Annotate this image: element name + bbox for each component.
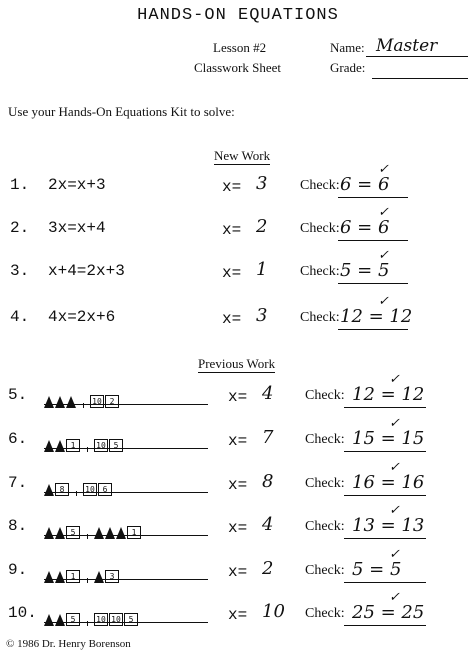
answer-value: 2 [262, 558, 274, 579]
check-line [338, 240, 408, 241]
checkmark-icon: ✓ [389, 460, 400, 475]
pawn-icon [44, 571, 54, 583]
answer-label: x= [228, 563, 248, 581]
number-cube: 10 [94, 613, 108, 626]
answer-value: 1 [256, 259, 268, 280]
check-value: 16 = 16 [352, 472, 425, 493]
answer-value: 3 [256, 305, 268, 326]
checkmark-icon: ✓ [389, 416, 400, 431]
answer-value: 4 [262, 514, 274, 535]
check-label: Check: [300, 310, 340, 325]
check-value: 12 = 12 [340, 306, 413, 327]
pawn-icon [55, 527, 65, 539]
answer-value: 2 [256, 216, 268, 237]
check-label: Check: [300, 264, 340, 279]
pawn-icon [55, 571, 65, 583]
check-value: 6 = 6 [340, 174, 390, 195]
new-work-heading: New Work [214, 148, 271, 163]
check-line [338, 329, 408, 330]
balance-tray [44, 564, 120, 581]
answer-value: 3 [256, 173, 268, 194]
pawn-icon [94, 571, 104, 583]
check-label: Check: [305, 388, 345, 403]
name-label: Name: [330, 40, 365, 55]
pawn-icon [55, 396, 65, 408]
pawn-icon [44, 527, 54, 539]
number-cube: 8 [55, 483, 69, 496]
check-value: 15 = 15 [352, 428, 425, 449]
balance-tray [44, 477, 113, 494]
balance-tray [44, 520, 142, 537]
checkmark-icon: ✓ [389, 590, 400, 605]
check-label: Check: [300, 221, 340, 236]
number-cube: 1 [66, 439, 80, 452]
name-field-line [366, 56, 468, 57]
check-label: Check: [305, 563, 345, 578]
number-cube: 5 [124, 613, 138, 626]
check-label: Check: [305, 606, 345, 621]
answer-label: x= [222, 264, 242, 282]
number-cube: 10 [90, 395, 104, 408]
checkmark-icon: ✓ [378, 294, 389, 309]
number-cube: 2 [105, 395, 119, 408]
balance-line [44, 448, 208, 449]
check-line [344, 407, 426, 408]
check-line [344, 451, 426, 452]
balance-tray [44, 607, 139, 624]
problem-number: 3. [10, 262, 30, 280]
balance-line [44, 492, 208, 493]
answer-label: x= [222, 221, 242, 239]
check-label: Check: [300, 178, 340, 193]
check-line [338, 283, 408, 284]
checkmark-icon: ✓ [389, 372, 400, 387]
number-cube: 5 [109, 439, 123, 452]
answer-label: x= [228, 476, 248, 494]
number-cube: 5 [66, 613, 80, 626]
check-line [344, 538, 426, 539]
check-value: 6 = 6 [340, 217, 390, 238]
check-line [344, 495, 426, 496]
answer-label: x= [228, 388, 248, 406]
equation: 2x=x+3 [48, 176, 106, 194]
problem-number: 4. [10, 308, 30, 326]
pawn-icon [44, 614, 54, 626]
number-cube: 10 [109, 613, 123, 626]
check-label: Check: [305, 519, 345, 534]
balance-line [44, 622, 208, 623]
pawn-icon [44, 484, 54, 496]
balance-line [44, 535, 208, 536]
problem-number: 10. [8, 604, 37, 622]
problem-number: 7. [8, 474, 28, 492]
checkmark-icon: ✓ [378, 162, 389, 177]
answer-label: x= [222, 310, 242, 328]
check-line [338, 197, 408, 198]
check-label: Check: [305, 476, 345, 491]
problem-number: 9. [8, 561, 28, 579]
pawn-icon [116, 527, 126, 539]
copyright-footer: © 1986 Dr. Henry Borenson [6, 638, 131, 650]
check-value: 5 = 5 [352, 559, 402, 580]
problem-number: 1. [10, 176, 30, 194]
answer-value: 7 [262, 427, 274, 448]
check-label: Check: [305, 432, 345, 447]
answer-value: 8 [262, 471, 274, 492]
previous-work-heading: Previous Work [198, 356, 276, 371]
number-cube: 1 [127, 526, 141, 539]
balance-tray [44, 433, 124, 450]
page-title: HANDS-ON EQUATIONS [137, 6, 339, 25]
pawn-icon [44, 396, 54, 408]
instructions: Use your Hands-On Equations Kit to solve: [8, 104, 235, 119]
pawn-icon [105, 527, 115, 539]
check-line [344, 625, 426, 626]
pawn-icon [44, 440, 54, 452]
balance-line [44, 579, 208, 580]
check-value: 5 = 5 [340, 260, 390, 281]
grade-field-line [372, 78, 468, 79]
number-cube: 6 [98, 483, 112, 496]
name-value: Master [376, 36, 438, 56]
pawn-icon [55, 440, 65, 452]
number-cube: 5 [66, 526, 80, 539]
answer-value: 10 [262, 601, 285, 622]
equation: 3x=x+4 [48, 219, 106, 237]
answer-value: 4 [262, 383, 274, 404]
equation: x+4=2x+3 [48, 262, 125, 280]
answer-label: x= [222, 178, 242, 196]
check-value: 12 = 12 [352, 384, 425, 405]
number-cube: 10 [94, 439, 108, 452]
balance-tray [44, 389, 120, 406]
grade-label: Grade: [330, 60, 366, 75]
checkmark-icon: ✓ [378, 248, 389, 263]
number-cube: 1 [66, 570, 80, 583]
sheet-label: Classwork Sheet [194, 60, 282, 75]
balance-line [44, 404, 208, 405]
check-value: 13 = 13 [352, 515, 425, 536]
pawn-icon [94, 527, 104, 539]
pawn-icon [66, 396, 76, 408]
problem-number: 6. [8, 430, 28, 448]
pawn-icon [55, 614, 65, 626]
check-value: 25 = 25 [352, 602, 425, 623]
checkmark-icon: ✓ [389, 503, 400, 518]
problem-number: 5. [8, 386, 28, 404]
equation: 4x=2x+6 [48, 308, 116, 326]
checkmark-icon: ✓ [389, 547, 400, 562]
problem-number: 8. [8, 517, 28, 535]
problem-number: 2. [10, 219, 30, 237]
number-cube: 3 [105, 570, 119, 583]
lesson-label: Lesson #2 [213, 40, 267, 55]
checkmark-icon: ✓ [378, 205, 389, 220]
answer-label: x= [228, 519, 248, 537]
answer-label: x= [228, 432, 248, 450]
check-line [344, 582, 426, 583]
answer-label: x= [228, 606, 248, 624]
number-cube: 10 [83, 483, 97, 496]
